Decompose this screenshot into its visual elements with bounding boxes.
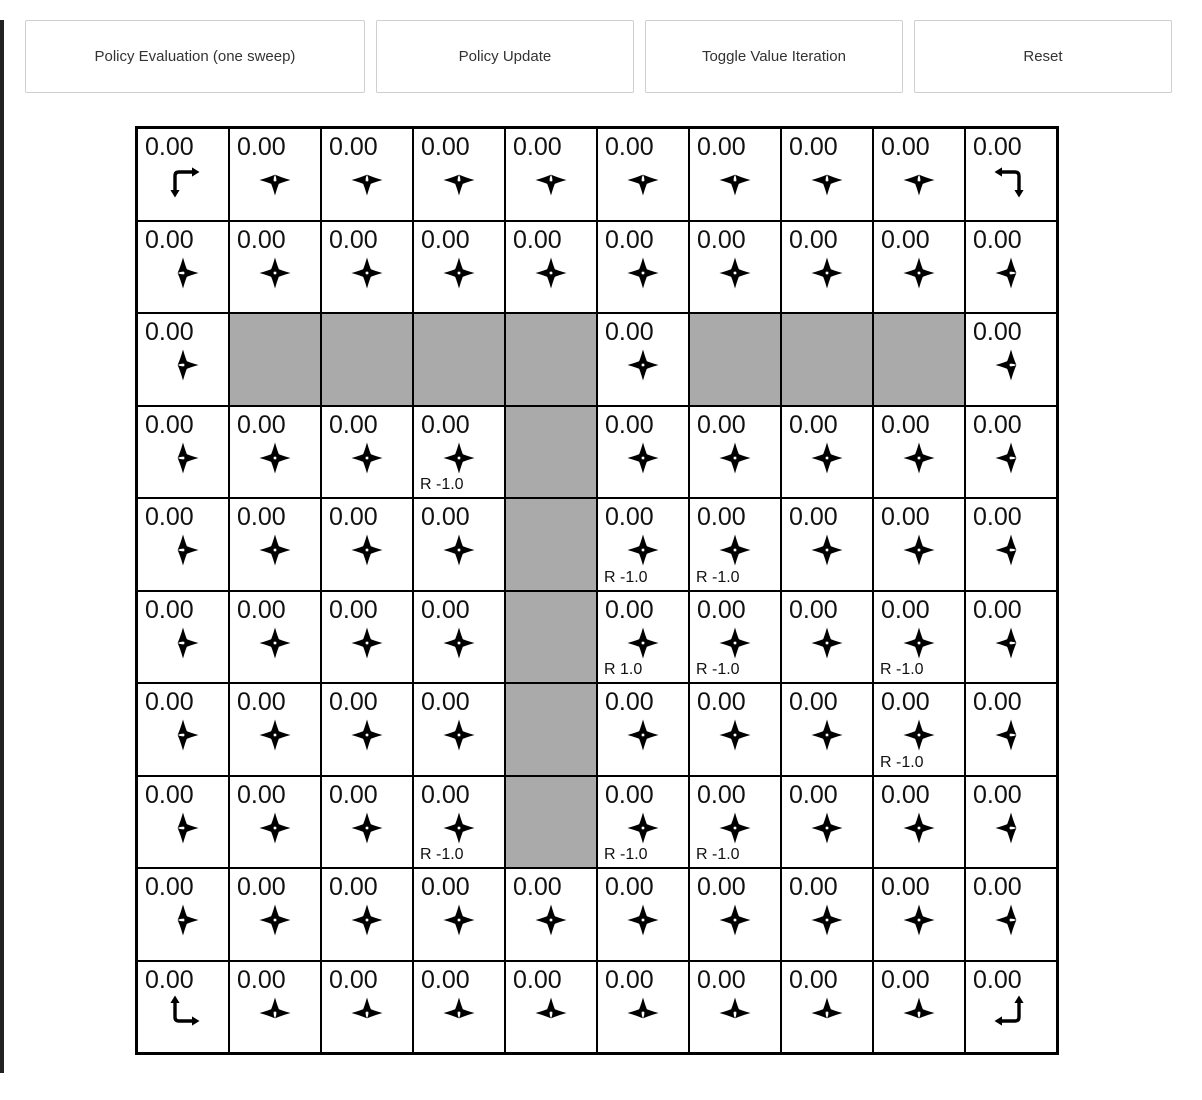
policy-arrow-up-down-left-right-icon: [807, 438, 847, 478]
grid-cell: [137, 776, 229, 869]
cell-value: 0.00: [329, 873, 378, 901]
grid-cell: [413, 776, 505, 869]
reset-button[interactable]: Reset: [914, 20, 1172, 93]
policy-arrow-up-down-left-right-icon: [899, 808, 939, 848]
cell-value: 0.00: [421, 595, 470, 624]
grid-cell: [597, 868, 689, 961]
cell-value: 0.00: [237, 780, 286, 809]
grid-cell: [321, 776, 413, 869]
policy-arrow-up-down-left-right-icon: [807, 715, 847, 755]
toggle-value-iteration-button[interactable]: Toggle Value Iteration: [645, 20, 903, 93]
policy-arrow-up-down-left-right-icon: [439, 530, 479, 570]
grid-cell: [689, 776, 781, 869]
cell-value: 0.00: [789, 503, 838, 531]
policy-arrow-up-down-left-right-icon: [623, 438, 663, 478]
policy-arrow-up-down-left-right-icon: [439, 715, 479, 755]
wall-cell: [229, 313, 321, 406]
policy-arrow-up-down-left-right-icon: [255, 808, 295, 848]
grid-cell: [689, 221, 781, 314]
policy-arrow-left-right-up-icon: [899, 993, 939, 1033]
policy-arrow-up-down-left-right-icon: [531, 253, 571, 293]
window-edge: [0, 20, 4, 1073]
cell-value: 0.00: [145, 595, 194, 624]
cell-value: 0.00: [605, 780, 654, 809]
grid-cell: [137, 221, 229, 314]
cell-value: 0.00: [605, 688, 654, 716]
cell-value: 0.00: [605, 133, 654, 161]
cell-value: 0.00: [237, 873, 286, 901]
grid-cell: [965, 591, 1057, 684]
cell-value: 0.00: [789, 225, 838, 254]
grid-cell: [873, 221, 965, 314]
grid-cell: [965, 128, 1057, 221]
grid-cell: [229, 868, 321, 961]
grid-cell: [873, 406, 965, 499]
cell-value: 0.00: [145, 410, 194, 439]
grid-cell: [689, 128, 781, 221]
policy-arrow-up-down-left-right-icon: [531, 900, 571, 940]
grid-cell: [873, 128, 965, 221]
cell-value: 0.00: [329, 225, 378, 254]
policy-arrow-up-down-left-right-icon: [623, 623, 663, 663]
toolbar: [25, 20, 1172, 93]
reward-label: R -1.0: [604, 846, 648, 863]
reward-label: R -1.0: [604, 568, 648, 586]
grid-cell: [321, 961, 413, 1054]
policy-arrow-up-down-left-icon: [991, 530, 1031, 570]
cell-value: 0.00: [697, 410, 746, 439]
cell-value: 0.00: [145, 318, 194, 346]
cell-value: 0.00: [973, 133, 1022, 161]
grid-cell: [781, 776, 873, 869]
cell-value: 0.00: [237, 503, 286, 531]
cell-value: 0.00: [421, 965, 470, 994]
policy-arrow-up-down-right-icon: [163, 253, 203, 293]
policy-arrow-left-right-up-icon: [255, 993, 295, 1033]
grid-cell: [137, 961, 229, 1054]
grid-cell: [965, 406, 1057, 499]
cell-value: 0.00: [605, 873, 654, 901]
reward-label: R 1.0: [604, 661, 643, 678]
reward-label: R -1.0: [696, 568, 740, 586]
policy-arrow-up-down-left-icon: [991, 808, 1031, 848]
grid-cell: [413, 683, 505, 776]
grid-cell: [321, 406, 413, 499]
policy-arrow-up-down-left-right-icon: [807, 900, 847, 940]
cell-value: 0.00: [513, 133, 562, 161]
cell-value: 0.00: [145, 503, 194, 531]
grid-cell: [505, 221, 597, 314]
policy-update-button[interactable]: Policy Update: [376, 20, 634, 93]
grid-cell: [873, 776, 965, 869]
reward-label: R -1.0: [420, 846, 464, 863]
cell-value: 0.00: [881, 503, 930, 531]
grid-cell: [137, 313, 229, 406]
cell-value: 0.00: [605, 318, 654, 346]
policy-arrow-up-down-left-icon: [991, 900, 1031, 940]
cell-value: 0.00: [697, 225, 746, 254]
policy-arrow-up-down-left-right-icon: [347, 900, 387, 940]
cell-value: 0.00: [973, 410, 1022, 439]
cell-value: 0.00: [881, 595, 930, 624]
grid-cell: [689, 498, 781, 591]
policy-arrow-up-down-left-right-icon: [347, 623, 387, 663]
policy-arrow-up-down-left-right-icon: [347, 808, 387, 848]
grid-cell: [965, 313, 1057, 406]
cell-value: 0.00: [237, 410, 286, 439]
cell-value: 0.00: [421, 503, 470, 531]
cell-value: 0.00: [789, 873, 838, 901]
policy-arrow-up-down-left-right-icon: [899, 715, 939, 755]
policy-arrow-left-right-down-icon: [347, 160, 387, 200]
cell-value: 0.00: [881, 410, 930, 439]
grid-cell: [321, 591, 413, 684]
policy-arrow-left-right-down-icon: [255, 160, 295, 200]
grid-cell: [873, 961, 965, 1054]
wall-cell: [321, 313, 413, 406]
grid-cell: [229, 498, 321, 591]
cell-value: 0.00: [421, 688, 470, 716]
grid-cell: [965, 498, 1057, 591]
cell-value: 0.00: [421, 410, 470, 439]
grid-cell: [321, 498, 413, 591]
policy-evaluation-button[interactable]: Policy Evaluation (one sweep): [25, 20, 365, 93]
wall-cell: [505, 591, 597, 684]
grid-cell: [321, 868, 413, 961]
grid-cell: [413, 128, 505, 221]
grid-cell: [229, 683, 321, 776]
policy-arrow-up-down-left-right-icon: [715, 438, 755, 478]
policy-arrow-up-down-left-right-icon: [807, 623, 847, 663]
grid-cell: [413, 221, 505, 314]
cell-value: 0.00: [881, 873, 930, 901]
grid-cell: [597, 128, 689, 221]
grid-cell: [137, 128, 229, 221]
grid-cell: [229, 591, 321, 684]
grid-cell: [137, 591, 229, 684]
cell-value: 0.00: [789, 133, 838, 161]
grid-cell: [781, 221, 873, 314]
policy-arrow-left-right-down-icon: [623, 160, 663, 200]
grid-cell: [321, 221, 413, 314]
policy-arrow-left-right-up-icon: [807, 993, 847, 1033]
cell-value: 0.00: [421, 780, 470, 809]
grid-cell: [965, 221, 1057, 314]
cell-value: 0.00: [421, 873, 470, 901]
policy-arrow-up-down-left-right-icon: [715, 623, 755, 663]
grid-cell: [505, 961, 597, 1054]
cell-value: 0.00: [605, 410, 654, 439]
policy-arrow-right-down-icon: [163, 160, 203, 200]
policy-arrow-up-down-left-right-icon: [899, 438, 939, 478]
cell-value: 0.00: [973, 965, 1022, 994]
grid-cell: [781, 683, 873, 776]
cell-value: 0.00: [421, 133, 470, 161]
grid-cell: [137, 683, 229, 776]
policy-arrow-up-down-left-right-icon: [899, 253, 939, 293]
policy-arrow-up-down-left-right-icon: [255, 623, 295, 663]
cell-value: 0.00: [513, 965, 562, 994]
cell-value: 0.00: [973, 873, 1022, 901]
cell-value: 0.00: [237, 595, 286, 624]
cell-value: 0.00: [973, 780, 1022, 809]
policy-arrow-up-down-left-icon: [991, 623, 1031, 663]
policy-arrow-up-down-right-icon: [163, 623, 203, 663]
cell-value: 0.00: [145, 133, 194, 161]
policy-arrow-left-right-up-icon: [531, 993, 571, 1033]
grid-cell: [413, 591, 505, 684]
grid-cell: [597, 591, 689, 684]
grid-cell: [229, 776, 321, 869]
cell-value: 0.00: [789, 410, 838, 439]
cell-value: 0.00: [881, 133, 930, 161]
cell-value: 0.00: [881, 965, 930, 994]
policy-arrow-up-down-left-right-icon: [439, 253, 479, 293]
cell-value: 0.00: [605, 225, 654, 254]
policy-arrow-up-down-left-right-icon: [347, 530, 387, 570]
policy-arrow-up-down-left-right-icon: [715, 253, 755, 293]
wall-cell: [505, 498, 597, 591]
policy-arrow-left-down-icon: [991, 160, 1031, 200]
grid-cell: [689, 406, 781, 499]
policy-arrow-up-down-left-right-icon: [899, 900, 939, 940]
policy-arrow-up-down-left-right-icon: [347, 438, 387, 478]
cell-value: 0.00: [789, 595, 838, 624]
policy-arrow-up-down-left-right-icon: [255, 530, 295, 570]
wall-cell: [781, 313, 873, 406]
grid-cell: [137, 498, 229, 591]
grid-cell: [229, 406, 321, 499]
policy-arrow-up-down-left-right-icon: [347, 715, 387, 755]
reward-label: R -1.0: [880, 661, 924, 678]
reward-label: R -1.0: [420, 476, 464, 493]
policy-arrow-up-down-left-icon: [991, 438, 1031, 478]
cell-value: 0.00: [789, 780, 838, 809]
policy-arrow-up-down-left-right-icon: [715, 900, 755, 940]
grid-cell: [781, 591, 873, 684]
policy-arrow-up-down-left-right-icon: [807, 808, 847, 848]
grid-cell: [137, 406, 229, 499]
policy-arrow-up-down-left-right-icon: [255, 715, 295, 755]
policy-grid: [135, 126, 1059, 1055]
policy-arrow-left-right-down-icon: [715, 160, 755, 200]
policy-arrow-up-down-left-right-icon: [255, 438, 295, 478]
cell-value: 0.00: [513, 873, 562, 901]
grid-cell: [413, 406, 505, 499]
policy-arrow-up-down-left-right-icon: [715, 530, 755, 570]
cell-value: 0.00: [697, 503, 746, 531]
cell-value: 0.00: [145, 965, 194, 994]
cell-value: 0.00: [329, 503, 378, 531]
policy-arrow-up-down-left-right-icon: [623, 253, 663, 293]
cell-value: 0.00: [973, 503, 1022, 531]
policy-arrow-left-right-up-icon: [623, 993, 663, 1033]
cell-value: 0.00: [329, 595, 378, 624]
cell-value: 0.00: [789, 688, 838, 716]
cell-value: 0.00: [789, 965, 838, 994]
grid-cell: [965, 961, 1057, 1054]
cell-value: 0.00: [973, 318, 1022, 346]
grid-cell: [781, 128, 873, 221]
policy-arrow-up-down-left-right-icon: [255, 253, 295, 293]
policy-arrow-up-down-left-right-icon: [439, 808, 479, 848]
policy-arrow-up-down-right-icon: [163, 438, 203, 478]
policy-arrow-up-down-right-icon: [163, 900, 203, 940]
wall-cell: [689, 313, 781, 406]
policy-arrow-left-right-down-icon: [807, 160, 847, 200]
reward-label: R -1.0: [880, 753, 924, 771]
policy-arrow-up-right-icon: [163, 993, 203, 1033]
reward-label: R -1.0: [696, 846, 740, 863]
cell-value: 0.00: [973, 595, 1022, 624]
grid-cell: [689, 683, 781, 776]
cell-value: 0.00: [881, 780, 930, 809]
grid-cell: [965, 868, 1057, 961]
cell-value: 0.00: [329, 965, 378, 994]
cell-value: 0.00: [237, 688, 286, 716]
grid-cell: [689, 591, 781, 684]
policy-arrow-up-down-left-right-icon: [715, 715, 755, 755]
policy-arrow-up-down-right-icon: [163, 530, 203, 570]
policy-arrow-up-down-left-right-icon: [807, 253, 847, 293]
policy-arrow-up-down-left-right-icon: [439, 438, 479, 478]
policy-arrow-up-left-icon: [991, 993, 1031, 1033]
grid-cell: [873, 868, 965, 961]
grid-cell: [137, 868, 229, 961]
grid-cell: [413, 961, 505, 1054]
grid-cell: [229, 221, 321, 314]
cell-value: 0.00: [605, 503, 654, 531]
grid-cell: [321, 128, 413, 221]
cell-value: 0.00: [329, 780, 378, 809]
wall-cell: [413, 313, 505, 406]
policy-arrow-up-down-left-right-icon: [439, 623, 479, 663]
cell-value: 0.00: [881, 225, 930, 254]
cell-value: 0.00: [329, 410, 378, 439]
policy-arrow-left-right-down-icon: [899, 160, 939, 200]
wall-cell: [505, 776, 597, 869]
cell-value: 0.00: [697, 965, 746, 994]
cell-value: 0.00: [697, 780, 746, 809]
wall-cell: [505, 683, 597, 776]
wall-cell: [873, 313, 965, 406]
policy-arrow-up-down-left-right-icon: [255, 900, 295, 940]
cell-value: 0.00: [237, 133, 286, 161]
policy-arrow-up-down-left-right-icon: [623, 345, 663, 385]
grid-cell: [965, 776, 1057, 869]
cell-value: 0.00: [329, 133, 378, 161]
grid-cell: [597, 406, 689, 499]
policy-arrow-left-right-down-icon: [439, 160, 479, 200]
policy-arrow-up-down-left-right-icon: [807, 530, 847, 570]
cell-value: 0.00: [145, 873, 194, 901]
policy-arrow-up-down-left-right-icon: [715, 808, 755, 848]
cell-value: 0.00: [605, 595, 654, 624]
wall-cell: [505, 406, 597, 499]
policy-arrow-up-down-left-icon: [991, 715, 1031, 755]
policy-arrow-left-right-up-icon: [439, 993, 479, 1033]
policy-arrow-up-down-left-icon: [991, 253, 1031, 293]
grid-cell: [597, 221, 689, 314]
reward-label: R -1.0: [696, 661, 740, 678]
grid-cell: [781, 498, 873, 591]
cell-value: 0.00: [421, 225, 470, 254]
cell-value: 0.00: [973, 688, 1022, 716]
policy-arrow-up-down-right-icon: [163, 808, 203, 848]
cell-value: 0.00: [697, 873, 746, 901]
cell-value: 0.00: [145, 225, 194, 254]
grid-cell: [413, 498, 505, 591]
grid-cell: [321, 683, 413, 776]
grid-cell: [689, 868, 781, 961]
policy-arrow-up-down-right-icon: [163, 345, 203, 385]
cell-value: 0.00: [237, 225, 286, 254]
policy-arrow-left-right-up-icon: [347, 993, 387, 1033]
cell-value: 0.00: [697, 688, 746, 716]
policy-arrow-left-right-down-icon: [531, 160, 571, 200]
policy-arrow-up-down-left-right-icon: [623, 808, 663, 848]
cell-value: 0.00: [145, 688, 194, 716]
grid-cell: [597, 498, 689, 591]
grid-cell: [597, 776, 689, 869]
cell-value: 0.00: [973, 225, 1022, 254]
policy-arrow-up-down-left-right-icon: [899, 623, 939, 663]
grid-cell: [965, 683, 1057, 776]
cell-value: 0.00: [697, 595, 746, 624]
policy-arrow-up-down-left-icon: [991, 345, 1031, 385]
cell-value: 0.00: [605, 965, 654, 994]
cell-value: 0.00: [697, 133, 746, 161]
grid-cell: [597, 683, 689, 776]
wall-cell: [505, 313, 597, 406]
grid-cell: [229, 128, 321, 221]
policy-arrow-left-right-up-icon: [715, 993, 755, 1033]
grid-cell: [413, 868, 505, 961]
policy-arrow-up-down-left-right-icon: [347, 253, 387, 293]
grid-cell: [689, 961, 781, 1054]
cell-value: 0.00: [145, 780, 194, 809]
grid-cell: [229, 961, 321, 1054]
policy-arrow-up-down-left-right-icon: [623, 530, 663, 570]
cell-value: 0.00: [881, 688, 930, 716]
policy-arrow-up-down-left-right-icon: [899, 530, 939, 570]
grid-cell: [873, 498, 965, 591]
policy-arrow-up-down-left-right-icon: [623, 715, 663, 755]
grid-cell: [873, 591, 965, 684]
grid-cell: [781, 406, 873, 499]
grid-cell: [505, 128, 597, 221]
cell-value: 0.00: [329, 688, 378, 716]
policy-arrow-up-down-right-icon: [163, 715, 203, 755]
grid-cell: [781, 868, 873, 961]
cell-value: 0.00: [237, 965, 286, 994]
grid-cell: [505, 868, 597, 961]
grid-cell: [873, 683, 965, 776]
grid-cell: [781, 961, 873, 1054]
grid-cell: [597, 961, 689, 1054]
grid-cell: [597, 313, 689, 406]
cell-value: 0.00: [513, 225, 562, 254]
policy-arrow-up-down-left-right-icon: [439, 900, 479, 940]
policy-arrow-up-down-left-right-icon: [623, 900, 663, 940]
